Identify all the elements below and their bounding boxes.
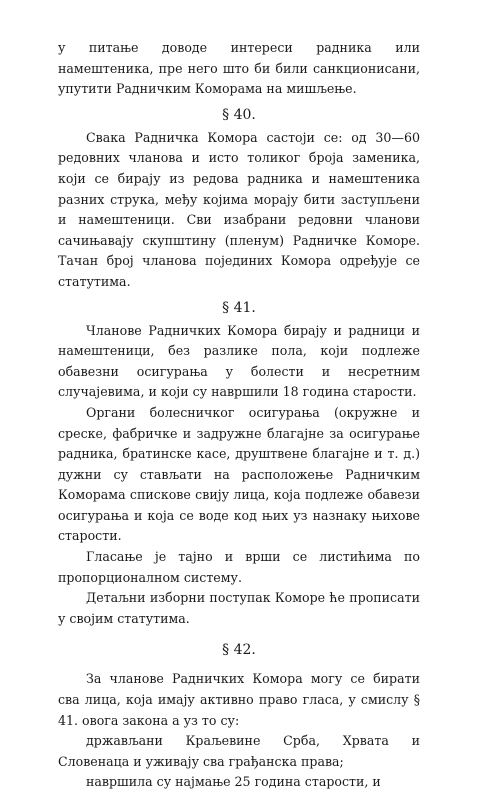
paragraph-41-4: Детаљни изборни поступак Коморе ће прописати у својим статутима. [58,590,420,626]
section-heading-41: § 41. [222,299,256,316]
section-heading-40: § 40. [222,106,256,123]
paragraph-41-3: Гласање је тајно и врши се листићима по пропорционалном систему. [58,549,420,585]
section-heading-42: § 42. [222,642,256,659]
paragraph-42-2: држављани Краљевине Срба, Хрвата и Словенаца и уживају сва грађанска права; [58,733,420,769]
paragraph-41-1: Чланове Радничких Комора бирају и радници и намештеници, без разлике пола, који подлеже обавезни осигурања у болести и несретним случајевима, и који су навршили 18 година старости. [58,322,420,400]
paragraph-42-1: За чланове Радничких Комора могу се бирати сва лица, која имају активно право гласа, у смислу § 41. овога закона а уз то су: [58,671,420,728]
paragraph-40-1: Свака Радничка Комора састоји се: од 30—60 редовних чланова и исто толиког броја заменика, који се бирају из редова радника и намештеника разних струка, међу којима морају бити заступљени и намештеници. Сви изабрани редовни чланови сачињавају скупштину (пленум) Радничке Коморе. Тачан број чланова појединих Комора одређује се статутима. [58,129,420,289]
intro-paragraph: у питање доводе интереси радника или намештеника, пре него што би били санкционисани, упутити Радничким Коморама на мишљење. [58,40,420,97]
paragraph-42-3: навршила су најмање 25 година старости, и [86,774,381,790]
document-page [58,38,420,793]
paragraph-41-2: Органи болесничког осигурања (окружне и среске, фабричке и задружне благајне за осигурање радника, братинске касе, друштвене благајне и т. д.) дужни су стављати на расположење Радничким Коморама спискове свију лица, која подлеже обавези осигурања и која се воде код њих уз назнаку њихове старости. [58,404,420,544]
